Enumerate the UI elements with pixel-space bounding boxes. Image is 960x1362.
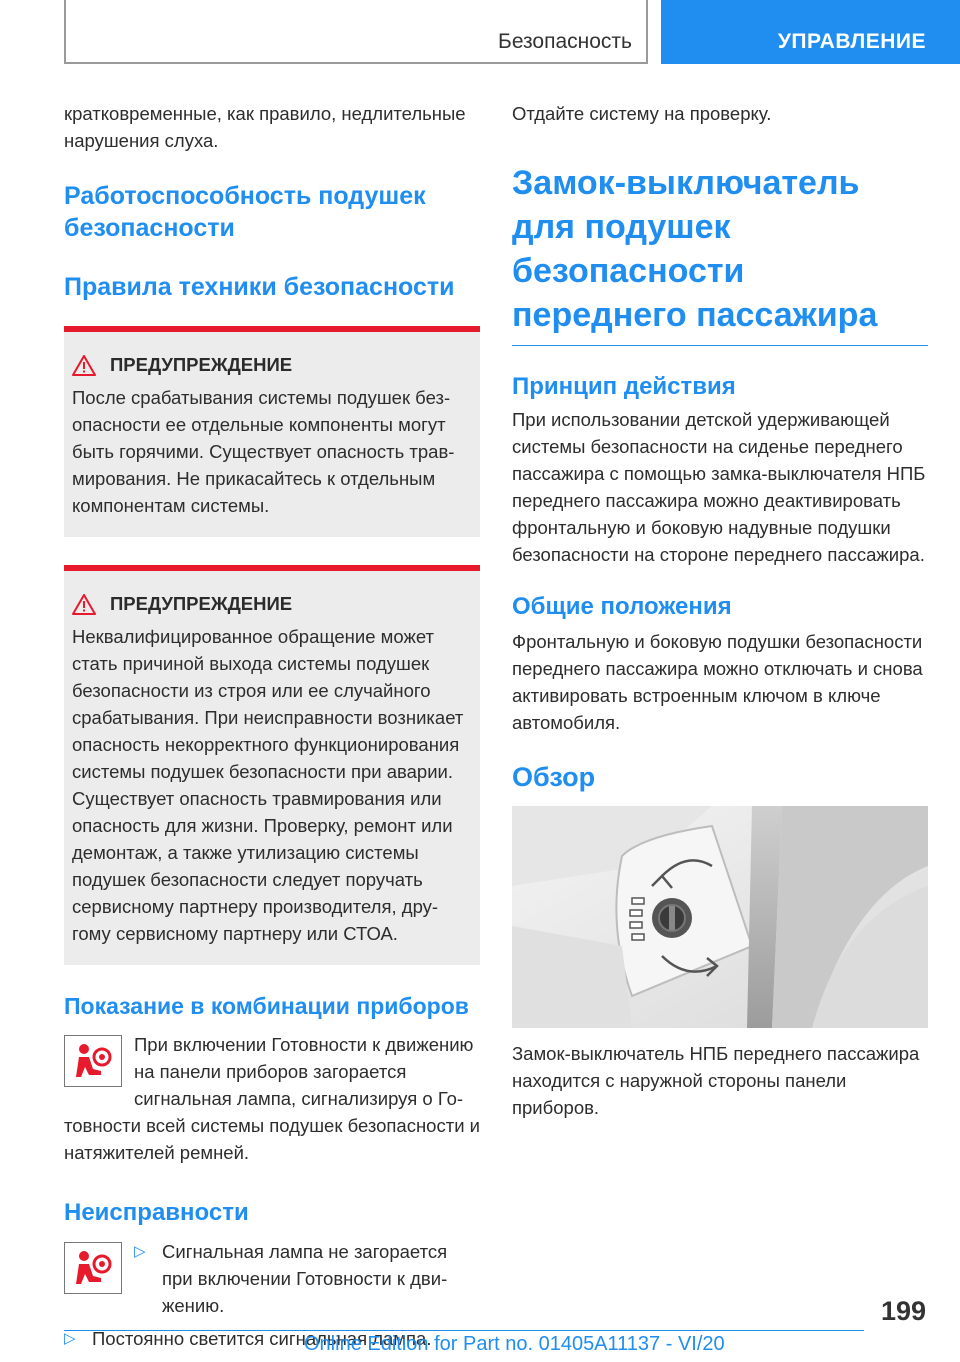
warning-triangle-icon [72, 594, 96, 615]
principle-text: При использовании детской удерживающей системы безопасности на сиденье переднего пассажира с помощью замка-выключателя НПБ переднего пассажира можно деактивировать фронтальную и боковую надувные подушки безопасности на стороне переднего пассажира. [512, 409, 926, 565]
airbag-warning-lamp-icon [64, 1035, 122, 1087]
warning-triangle-icon [72, 355, 96, 376]
header-section-title: Безопасность [498, 30, 632, 53]
bullet-arrow-icon: ▷ [134, 1243, 146, 1260]
heading-general: Общие положения [512, 593, 732, 620]
heading-principle: Принцип действия [512, 373, 736, 400]
warning-title: ПРЕДУПРЕЖДЕНИЕ [110, 354, 293, 375]
page-number: 199 [880, 1296, 926, 1326]
airbag-warning-lamp-icon [64, 1242, 122, 1294]
fault-text: Сигнальная лампа не загорается при включении Готовности к движению. [162, 1241, 448, 1316]
airbag-switch-photo [512, 806, 928, 1028]
header-chapter-title: УПРАВЛЕНИЕ [777, 30, 926, 53]
footer-edition: Online Edition for Part no. 01405A11137 - VI/20 [304, 1333, 725, 1355]
intro-text: Отдайте систему на проверку. [512, 103, 772, 124]
cluster-text: При включении Готовности к движению на панели приборов загорается сигнальная лампа, сигнализируя о Готовности всей системы подушек безопасности и натяжителей ремней. [64, 1034, 480, 1163]
fault-text: Постоянно светится сигнальная лампа. [92, 1328, 432, 1349]
heading-passenger-airbag-switch: Замок-выключатель для подушек безопасности переднего пассажира [512, 161, 928, 346]
intro-text: кратковременные, как правило, недлительные нарушения слуха. [64, 103, 466, 151]
warning-text: Неквалифицированное обращение может стать причиной выхода системы подушек безопасности из строя или ее случайного срабатывания. При неисправности возникает опасность некорректного функционирования системы подушек безопасности при аварии. Существует опасность травмирования или опасность для жизни. Проверку, ремонт или демонтаж, а также утилизацию системы подушек безопасности следует поручать сервисному партнеру производителя, другому сервисному партнеру или СТОА. [72, 626, 464, 944]
warning-title: ПРЕДУПРЕЖДЕНИЕ [110, 593, 293, 614]
heading-cluster-display: Показание в комбинации приборов [64, 993, 469, 1019]
warning-box [64, 326, 480, 537]
header-section-box [64, 0, 648, 64]
heading-faults: Неисправности [64, 1199, 249, 1226]
list-item [134, 1238, 480, 1319]
right-column [512, 100, 928, 1121]
warning-box [64, 565, 480, 965]
footer-divider [64, 1330, 864, 1331]
photo-caption: Замок-выключатель НПБ переднего пассажира находится с наружной стороны панели приборов. [512, 1043, 920, 1118]
left-column [64, 100, 480, 1352]
general-text: Фронтальную и боковую подушки безопасности переднего пассажира можно отключать и снова активировать встроенным ключом в ключе автомобиля. [512, 631, 923, 733]
heading-overview: Обзор [512, 762, 596, 792]
bullet-arrow-icon: ▷ [64, 1330, 76, 1347]
warning-text: После срабатывания системы подушек безопасности ее отдельные компоненты могут быть горячими. Существует опасность травмирования. Не прикасайтесь к отдельным компонентам системы. [72, 387, 455, 516]
heading-safety-rules: Правила техники безопасности [64, 273, 455, 301]
header-chapter-tab[interactable] [661, 0, 960, 64]
heading-airbag-function: Работоспособность подушек безопасности [64, 182, 426, 242]
